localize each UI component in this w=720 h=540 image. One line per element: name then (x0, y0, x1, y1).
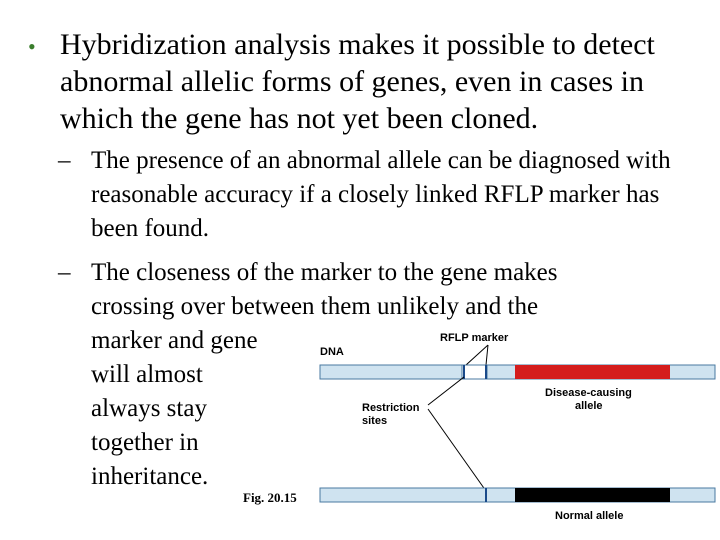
restriction-pointer-line (428, 409, 486, 491)
disease-allele-label-line2: allele (575, 400, 603, 412)
restriction-sites-label-line1: Restriction (362, 402, 420, 414)
figure-caption: Fig. 20.15 (243, 490, 297, 505)
rflp-marker-segment (462, 365, 487, 379)
disease-gene-segment (515, 365, 670, 379)
sub-bullet-dash: – (58, 259, 71, 286)
restriction-pointer-line (428, 377, 464, 405)
marker-pointer-line (486, 345, 488, 365)
sub-bullet-2-line: marker and gene (91, 327, 258, 354)
sub-bullet-2-line: The closeness of the marker to the gene makes (91, 259, 558, 286)
main-bullet-text: Hybridization analysis makes it possible to detect abnormal allelic forms of genes, even in cases in which the gene has not yet been cloned. (60, 28, 655, 135)
sub-bullet-2-continuation (91, 324, 291, 494)
normal-allele-label: Normal allele (555, 510, 624, 522)
sub-bullet-1-text: The presence of an abnormal allele can be diagnosed with reasonable accuracy if a closely linked RFLP marker has been found. (91, 147, 671, 242)
marker-pointer-line (466, 345, 488, 365)
rflp-figure (300, 325, 720, 535)
restriction-sites-label-line2: sites (362, 415, 388, 427)
sub-bullet-2-text (91, 256, 701, 324)
normal-gene-segment (515, 488, 670, 502)
sub-bullet-2-line: always stay (91, 395, 207, 422)
rflp-marker-label: RFLP marker (440, 332, 509, 344)
sub-bullet-2-line: will almost (91, 361, 203, 388)
sub-bullet-2-line: crossing over between them unlikely and the (91, 293, 539, 320)
bullet-dot: • (28, 34, 36, 59)
sub-bullet-dash: – (58, 147, 71, 174)
disease-allele-label-line1: Disease-causing (545, 387, 632, 399)
sub-bullet-2-line: inheritance. (91, 463, 209, 490)
dna-label: DNA (320, 346, 344, 358)
sub-bullet-2-line: together in (91, 429, 199, 456)
